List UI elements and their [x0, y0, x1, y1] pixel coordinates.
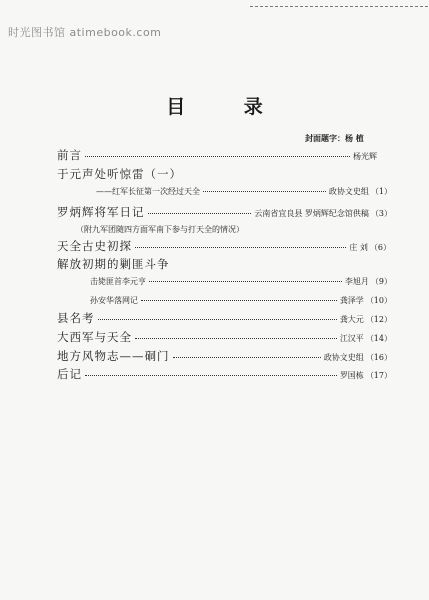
entry-page: （14） — [365, 334, 392, 343]
entry-page: （12） — [365, 315, 392, 324]
entry-author: 庄 刘 — [349, 243, 368, 252]
dot-leader — [173, 357, 321, 358]
dot-leader — [203, 191, 326, 192]
toc-entry-long-march — [96, 186, 392, 197]
toc-entry-daxi-army — [57, 329, 392, 345]
dot-leader — [148, 213, 252, 214]
entry-page: （9） — [370, 277, 392, 286]
dot-leader — [149, 281, 342, 282]
entry-author: 杨光辉 — [353, 152, 377, 161]
entry-page: （1） — [370, 187, 392, 196]
dot-leader — [135, 338, 337, 339]
entry-page: （10） — [365, 296, 392, 305]
entry-title: 罗炳辉将军日记 — [57, 205, 145, 219]
entry-title: 前言 — [57, 148, 82, 162]
entry-page: （17） — [365, 371, 392, 380]
entry-author: 政协文史组 — [328, 187, 369, 196]
page-title: 目 录 — [166, 96, 289, 118]
dot-leader — [141, 300, 337, 301]
dot-leader — [98, 319, 337, 320]
toc-entry-county-name — [57, 310, 392, 326]
toc-entry-ancient-history — [57, 238, 391, 254]
toc-entry-diary — [57, 204, 392, 220]
entry-page: （3） — [370, 209, 392, 218]
entry-author: 龚大元 — [339, 315, 364, 324]
entry-author: 江汉平 — [339, 334, 364, 343]
dot-leader — [85, 156, 350, 157]
entry-page: （6） — [369, 243, 391, 252]
entry-title: 孙安华落网记 — [90, 296, 138, 305]
cover-credit: 封面题字：杨 植 — [305, 133, 364, 143]
watermark-text: 时光图书馆 atimebook.com — [8, 26, 162, 39]
page-edge-dashes — [250, 6, 428, 7]
entry-title: 后记 — [57, 367, 82, 381]
dot-leader — [135, 247, 346, 248]
toc-section-title: 于元声处听惊雷（一） — [57, 167, 182, 181]
entry-author: 李旭月 — [344, 277, 369, 286]
entry-author: 龚泽学 — [339, 296, 364, 305]
entry-author: 云南省宜良县 罗炳辉纪念馆供稿 — [254, 209, 369, 218]
entry-author: 政协文史组 — [323, 353, 364, 362]
entry-title: 天全古史初探 — [57, 239, 132, 253]
entry-page: （16） — [365, 353, 392, 362]
toc-entry-local-customs — [57, 348, 392, 364]
entry-title: 县名考 — [57, 311, 95, 325]
entry-title: 大西军与天全 — [57, 330, 132, 344]
entry-author: 罗国栋 — [339, 371, 364, 380]
toc-section-title: 解放初期的剿匪斗争 — [57, 257, 170, 271]
dot-leader — [85, 375, 337, 376]
entry-title: 地方风物志——硐门 — [57, 349, 170, 363]
entry-title: 击毙匪首李元亨 — [90, 277, 146, 286]
toc-entry-afterword — [57, 366, 392, 382]
toc-entry-preface — [57, 147, 377, 163]
toc-note: （附九军团随四方面军南下参与打天全的情况） — [76, 225, 244, 234]
entry-title: ——红军长征第一次经过天全 — [96, 187, 200, 196]
toc-entry-bandit-leader — [90, 276, 392, 287]
toc-entry-capture — [90, 295, 392, 306]
